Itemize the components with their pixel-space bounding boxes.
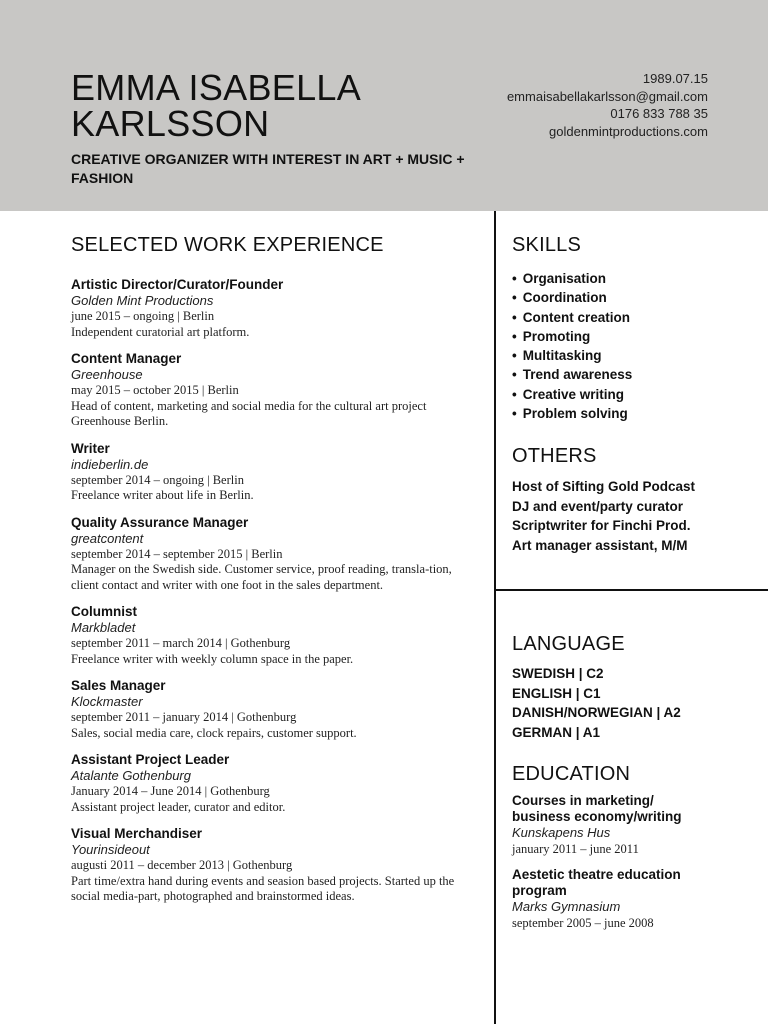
education-entry [512, 793, 712, 857]
job-entry [71, 603, 481, 667]
language-item: DANISH/NORWEGIAN | A2 [512, 705, 681, 720]
education-title: Aestetic theatre education program [512, 867, 681, 898]
job-company: indieberlin.de [71, 456, 149, 472]
language-list [512, 664, 752, 742]
others-item: Scriptwriter for Finchi Prod. [512, 518, 691, 533]
skill-item: • Multitasking [512, 346, 752, 365]
job-company: greatcontent [71, 530, 144, 546]
job-dates: september 2011 – march 2014 | Gothenburg [71, 636, 291, 650]
job-description: Independent curatorial art platform. [71, 324, 250, 339]
job-description: Freelance writer about life in Berlin. [71, 488, 254, 502]
skill-item: • Promoting [512, 327, 752, 346]
birthdate: 1989.07.15 [642, 71, 708, 86]
job-company: Atalante Gothenburg [71, 768, 191, 783]
job-title: Columnist [71, 604, 137, 619]
skill-item: • Organisation [512, 269, 752, 288]
education-section-title: EDUCATION [512, 763, 631, 785]
others-section-title: OTHERS [512, 445, 597, 467]
job-dates: june 2015 – ongoing | Berlin [71, 309, 215, 323]
name-line-2: KARLSSON [71, 103, 270, 144]
others-block [512, 477, 752, 555]
header-banner [0, 0, 768, 211]
job-description: Head of content, marketing and social media for the cultural art project Greenhouse Berlin. [71, 398, 427, 428]
education-dates: september 2005 – june 2008 [512, 916, 654, 930]
job-title: Content Manager [71, 351, 182, 366]
name-line-1: EMMA ISABELLA [71, 67, 362, 108]
others-list [512, 477, 752, 555]
horizontal-divider [494, 589, 768, 591]
skill-item: • Creative writing [512, 385, 752, 404]
vertical-divider [494, 211, 496, 1024]
skills-section-title: SKILLS [512, 234, 582, 256]
job-description: Sales, social media care, clock repairs, customer support. [71, 725, 357, 740]
job-entry [71, 677, 481, 741]
email: emmaisabellakarlsson@gmail.com [506, 88, 708, 104]
job-company: Yourinsideout [71, 842, 150, 857]
education-dates: january 2011 – june 2011 [512, 842, 639, 856]
job-entry [71, 276, 481, 340]
job-title: Quality Assurance Manager [71, 514, 249, 530]
skill-item: • Coordination [512, 288, 752, 307]
others-item: DJ and event/party curator [512, 498, 684, 514]
job-entry [71, 350, 481, 430]
work-experience-list [71, 276, 481, 915]
work-section-title: SELECTED WORK EXPERIENCE [71, 234, 384, 256]
job-title: Assistant Project Leader [71, 752, 230, 767]
job-entry [71, 514, 481, 594]
contact-info [507, 70, 708, 140]
skill-item: • Content creation [512, 308, 752, 327]
job-description: Assistant project leader, curator and editor. [71, 799, 286, 814]
education-school: Kunskapens Hus [512, 825, 611, 840]
job-company: Golden Mint Productions [71, 293, 214, 308]
phone: 0176 833 788 35 [610, 106, 708, 121]
website: goldenmintproductions.com [549, 123, 708, 139]
language-item: SWEDISH | C2 [512, 666, 604, 681]
job-company: Greenhouse [71, 367, 143, 382]
job-dates: January 2014 – June 2014 | Gothenburg [71, 784, 270, 798]
education-title: Courses in marketing/ business economy/writing [512, 793, 682, 824]
job-entry [71, 825, 481, 905]
job-dates: augusti 2011 – december 2013 | Gothenburg [71, 858, 293, 872]
education-entry [512, 867, 712, 931]
job-entry [71, 440, 481, 504]
language-section-title: LANGUAGE [512, 633, 625, 655]
job-company: Markbladet [71, 620, 136, 635]
others-item: Art manager assistant, M/M [512, 537, 688, 553]
job-dates: september 2014 – ongoing | Berlin [71, 472, 244, 487]
job-title: Writer [71, 440, 110, 456]
job-title: Sales Manager [71, 678, 166, 693]
language-item: GERMAN | A1 [512, 724, 601, 740]
job-title: Visual Merchandiser [71, 826, 203, 841]
education-school: Marks Gymnasium [512, 899, 621, 914]
language-block [512, 664, 752, 742]
job-description: Part time/extra hand during events and seasion based projects. Started up the social media-part, photographed and brainstormed ideas. [71, 873, 455, 903]
others-item: Host of Sifting Gold Podcast [512, 479, 695, 494]
job-description: Manager on the Swedish side. Customer service, proof reading, transla-tion, client contact and writer with one foot in the sales department. [71, 562, 452, 592]
tagline: CREATIVE ORGANIZER WITH INTEREST IN ART + MUSIC + FASHION [71, 151, 465, 186]
job-company: Klockmaster [71, 694, 143, 709]
job-title: Artistic Director/Curator/Founder [71, 277, 284, 292]
skills-block [512, 269, 752, 423]
language-item: ENGLISH | C1 [512, 685, 601, 701]
skill-item: • Trend awareness [512, 365, 752, 384]
job-dates: september 2011 – january 2014 | Gothenburg [71, 710, 297, 724]
job-dates: september 2014 – september 2015 | Berlin [71, 546, 283, 561]
job-description: Freelance writer with weekly column space in the paper. [71, 651, 354, 666]
education-block [512, 793, 712, 941]
skill-item: • Problem solving [512, 404, 752, 423]
job-entry [71, 751, 481, 815]
full-name [71, 67, 362, 144]
skills-list [512, 269, 752, 423]
job-dates: may 2015 – october 2015 | Berlin [71, 383, 239, 397]
